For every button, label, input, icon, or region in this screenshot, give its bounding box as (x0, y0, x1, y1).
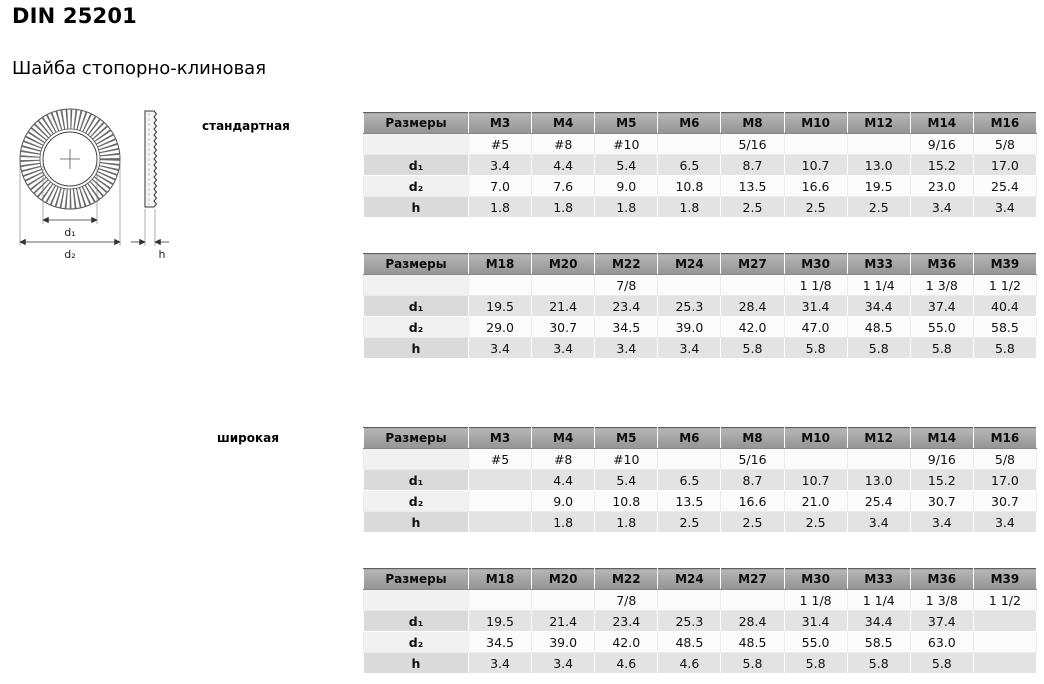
value-cell: 21.0 (784, 491, 847, 512)
sizes-column-header: Размеры (364, 254, 469, 275)
value-cell: 1.8 (532, 197, 595, 218)
value-cell: 17.0 (973, 470, 1036, 491)
value-cell: 1.8 (469, 197, 532, 218)
value-cell: 2.5 (721, 197, 784, 218)
value-cell: 21.4 (532, 611, 595, 632)
value-cell: 5.8 (784, 338, 847, 359)
value-cell: 5.8 (910, 653, 973, 674)
value-cell: 48.5 (721, 632, 784, 653)
value-cell: 3.4 (532, 653, 595, 674)
value-cell: 9/16 (910, 134, 973, 155)
value-cell: 25.4 (973, 176, 1036, 197)
value-cell: 15.2 (910, 470, 973, 491)
value-cell: 3.4 (910, 197, 973, 218)
value-cell: 31.4 (784, 611, 847, 632)
section-label-wide: широкая (217, 431, 279, 445)
value-cell: 23.4 (595, 611, 658, 632)
value-cell: 9/16 (910, 449, 973, 470)
size-header: M30 (784, 254, 847, 275)
value-cell: 1 1/8 (784, 275, 847, 296)
value-cell: #10 (595, 449, 658, 470)
value-cell: 3.4 (973, 197, 1036, 218)
value-cell: 19.5 (469, 296, 532, 317)
value-cell: 2.5 (658, 512, 721, 533)
table-row (364, 296, 1037, 317)
size-header: M3 (469, 428, 532, 449)
size-header: M18 (469, 569, 532, 590)
table-header-row (364, 254, 1037, 275)
value-cell (469, 590, 532, 611)
value-cell (532, 275, 595, 296)
value-cell: 10.8 (595, 491, 658, 512)
value-cell: #5 (469, 449, 532, 470)
dimension-h (131, 209, 169, 261)
table-wide-m3-m16 (363, 427, 1037, 533)
size-header: M27 (721, 254, 784, 275)
value-cell: 1 1/4 (847, 590, 910, 611)
value-cell: 1 3/8 (910, 590, 973, 611)
value-cell: 3.4 (469, 155, 532, 176)
value-cell: 10.7 (784, 470, 847, 491)
value-cell: 34.4 (847, 296, 910, 317)
value-cell: 15.2 (910, 155, 973, 176)
value-cell: 30.7 (532, 317, 595, 338)
table-row (364, 155, 1037, 176)
value-cell: 1.8 (658, 197, 721, 218)
value-cell: 1.8 (595, 197, 658, 218)
value-cell: 5.8 (721, 653, 784, 674)
value-cell: 5/8 (973, 449, 1036, 470)
value-cell: 13.5 (658, 491, 721, 512)
value-cell (847, 449, 910, 470)
value-cell: 4.6 (595, 653, 658, 674)
value-cell (784, 134, 847, 155)
value-cell (469, 512, 532, 533)
row-label: d₂ (364, 176, 469, 197)
size-header: M36 (910, 569, 973, 590)
value-cell: 2.5 (784, 197, 847, 218)
value-cell: 10.8 (658, 176, 721, 197)
table-standard-m3-m16 (363, 112, 1037, 218)
washer-front-view (20, 109, 120, 209)
dimensions-table (363, 568, 1037, 674)
size-header: M20 (532, 569, 595, 590)
size-header: M5 (595, 428, 658, 449)
value-cell: 25.3 (658, 296, 721, 317)
value-cell: 13.0 (847, 470, 910, 491)
size-header: M22 (595, 254, 658, 275)
d2-label: d₂ (64, 248, 76, 261)
value-cell: 3.4 (469, 653, 532, 674)
sizes-column-header: Размеры (364, 113, 469, 134)
table-wide-m18-m39 (363, 568, 1037, 674)
value-cell: 34.5 (469, 632, 532, 653)
size-header: M6 (658, 428, 721, 449)
value-cell: 8.7 (721, 155, 784, 176)
size-header: M39 (973, 569, 1036, 590)
dimensions-table (363, 112, 1037, 218)
value-cell: 3.4 (973, 512, 1036, 533)
table-row (364, 611, 1037, 632)
value-cell: 39.0 (658, 317, 721, 338)
value-cell: 7.6 (532, 176, 595, 197)
row-label: d₂ (364, 491, 469, 512)
value-cell: 23.0 (910, 176, 973, 197)
value-cell: 5/8 (973, 134, 1036, 155)
row-label: d₁ (364, 155, 469, 176)
value-cell: 5.8 (721, 338, 784, 359)
value-cell: 4.6 (658, 653, 721, 674)
size-header: M22 (595, 569, 658, 590)
size-header: M10 (784, 113, 847, 134)
row-label: h (364, 512, 469, 533)
size-header: M33 (847, 254, 910, 275)
value-cell: 4.4 (532, 155, 595, 176)
size-header: M14 (910, 428, 973, 449)
washer-technical-drawing (4, 96, 204, 280)
value-cell: 4.4 (532, 470, 595, 491)
d1-label: d₁ (64, 226, 76, 239)
value-cell: 7.0 (469, 176, 532, 197)
value-cell: 48.5 (847, 317, 910, 338)
value-cell: 25.4 (847, 491, 910, 512)
value-cell: 25.3 (658, 611, 721, 632)
section-label-standard: стандартная (202, 119, 290, 133)
size-header: M8 (721, 113, 784, 134)
table-row (364, 491, 1037, 512)
value-cell (469, 491, 532, 512)
table-row (364, 653, 1037, 674)
size-header: M20 (532, 254, 595, 275)
value-cell (532, 590, 595, 611)
value-cell: 1 1/4 (847, 275, 910, 296)
value-cell: 29.0 (469, 317, 532, 338)
sizes-column-header: Размеры (364, 428, 469, 449)
value-cell: 23.4 (595, 296, 658, 317)
value-cell (847, 134, 910, 155)
page-title: DIN 25201 (12, 4, 137, 28)
value-cell: 58.5 (973, 317, 1036, 338)
value-cell: 13.0 (847, 155, 910, 176)
washer-section-view (145, 111, 157, 207)
value-cell: 30.7 (973, 491, 1036, 512)
table-header-row (364, 113, 1037, 134)
value-cell: 6.5 (658, 155, 721, 176)
value-cell: 1 3/8 (910, 275, 973, 296)
value-cell: 9.0 (595, 176, 658, 197)
value-cell: 42.0 (721, 317, 784, 338)
value-cell: 2.5 (847, 197, 910, 218)
value-cell: 19.5 (847, 176, 910, 197)
value-cell: 48.5 (658, 632, 721, 653)
value-cell: 5.8 (910, 338, 973, 359)
size-header: M12 (847, 113, 910, 134)
value-cell: 1 1/2 (973, 275, 1036, 296)
table-row (364, 512, 1037, 533)
value-cell: 2.5 (784, 512, 847, 533)
value-cell: 5.8 (784, 653, 847, 674)
row-label (364, 590, 469, 611)
value-cell: 34.4 (847, 611, 910, 632)
size-header: M16 (973, 113, 1036, 134)
table-row (364, 134, 1037, 155)
value-cell: 3.4 (658, 338, 721, 359)
value-cell: 5.8 (847, 653, 910, 674)
value-cell: #10 (595, 134, 658, 155)
value-cell: 1 1/8 (784, 590, 847, 611)
row-label (364, 275, 469, 296)
size-header: M10 (784, 428, 847, 449)
value-cell: 10.7 (784, 155, 847, 176)
value-cell: 5/16 (721, 449, 784, 470)
table-row (364, 317, 1037, 338)
row-label: d₂ (364, 317, 469, 338)
value-cell: 5/16 (721, 134, 784, 155)
value-cell: 47.0 (784, 317, 847, 338)
size-header: M33 (847, 569, 910, 590)
value-cell: 5.8 (847, 338, 910, 359)
size-header: M18 (469, 254, 532, 275)
size-header: M3 (469, 113, 532, 134)
value-cell: 3.4 (910, 512, 973, 533)
value-cell: 3.4 (595, 338, 658, 359)
size-header: M4 (532, 113, 595, 134)
value-cell: 9.0 (532, 491, 595, 512)
table-row (364, 590, 1037, 611)
row-label: d₁ (364, 296, 469, 317)
value-cell: #5 (469, 134, 532, 155)
table-row (364, 338, 1037, 359)
value-cell: 16.6 (784, 176, 847, 197)
page-subtitle: Шайба стопорно-клиновая (12, 58, 267, 79)
value-cell: 21.4 (532, 296, 595, 317)
value-cell: 55.0 (784, 632, 847, 653)
dimensions-table (363, 427, 1037, 533)
value-cell (658, 134, 721, 155)
table-header-row (364, 428, 1037, 449)
value-cell (658, 275, 721, 296)
value-cell (973, 653, 1036, 674)
h-label: h (158, 248, 166, 261)
value-cell: 19.5 (469, 611, 532, 632)
value-cell: 6.5 (658, 470, 721, 491)
value-cell: #8 (532, 449, 595, 470)
value-cell: 1.8 (532, 512, 595, 533)
washer-drawing-svg (4, 96, 204, 276)
size-header: M5 (595, 113, 658, 134)
value-cell: 37.4 (910, 611, 973, 632)
size-header: M12 (847, 428, 910, 449)
table-row (364, 197, 1037, 218)
value-cell: 5.4 (595, 155, 658, 176)
table-row (364, 449, 1037, 470)
value-cell: 3.4 (469, 338, 532, 359)
size-header: M30 (784, 569, 847, 590)
size-header: M36 (910, 254, 973, 275)
value-cell (658, 449, 721, 470)
row-label (364, 134, 469, 155)
value-cell: 7/8 (595, 590, 658, 611)
value-cell: 13.5 (721, 176, 784, 197)
value-cell (784, 449, 847, 470)
value-cell (721, 590, 784, 611)
row-label: h (364, 653, 469, 674)
sizes-column-header: Размеры (364, 569, 469, 590)
value-cell: 55.0 (910, 317, 973, 338)
value-cell: 28.4 (721, 611, 784, 632)
size-header: M16 (973, 428, 1036, 449)
value-cell: 39.0 (532, 632, 595, 653)
value-cell: #8 (532, 134, 595, 155)
value-cell: 40.4 (973, 296, 1036, 317)
size-header: M4 (532, 428, 595, 449)
size-header: M24 (658, 569, 721, 590)
size-header: M14 (910, 113, 973, 134)
value-cell: 3.4 (847, 512, 910, 533)
table-row (364, 470, 1037, 491)
size-header: M6 (658, 113, 721, 134)
row-label: h (364, 338, 469, 359)
value-cell (973, 611, 1036, 632)
row-label: d₁ (364, 611, 469, 632)
value-cell: 63.0 (910, 632, 973, 653)
value-cell: 30.7 (910, 491, 973, 512)
value-cell: 17.0 (973, 155, 1036, 176)
value-cell: 58.5 (847, 632, 910, 653)
value-cell: 42.0 (595, 632, 658, 653)
row-label: h (364, 197, 469, 218)
size-header: M39 (973, 254, 1036, 275)
size-header: M8 (721, 428, 784, 449)
row-label (364, 449, 469, 470)
value-cell: 5.8 (973, 338, 1036, 359)
value-cell (658, 590, 721, 611)
value-cell: 1 1/2 (973, 590, 1036, 611)
value-cell (469, 275, 532, 296)
table-standard-m18-m39 (363, 253, 1037, 359)
value-cell: 8.7 (721, 470, 784, 491)
size-header: M27 (721, 569, 784, 590)
row-label: d₂ (364, 632, 469, 653)
value-cell: 31.4 (784, 296, 847, 317)
value-cell (721, 275, 784, 296)
value-cell: 28.4 (721, 296, 784, 317)
dimensions-table (363, 253, 1037, 359)
value-cell (973, 632, 1036, 653)
value-cell: 5.4 (595, 470, 658, 491)
size-header: M24 (658, 254, 721, 275)
value-cell: 34.5 (595, 317, 658, 338)
value-cell: 2.5 (721, 512, 784, 533)
value-cell (469, 470, 532, 491)
value-cell: 7/8 (595, 275, 658, 296)
value-cell: 1.8 (595, 512, 658, 533)
value-cell: 16.6 (721, 491, 784, 512)
value-cell: 3.4 (532, 338, 595, 359)
row-label: d₁ (364, 470, 469, 491)
table-row (364, 632, 1037, 653)
table-row (364, 176, 1037, 197)
table-header-row (364, 569, 1037, 590)
value-cell: 37.4 (910, 296, 973, 317)
table-row (364, 275, 1037, 296)
